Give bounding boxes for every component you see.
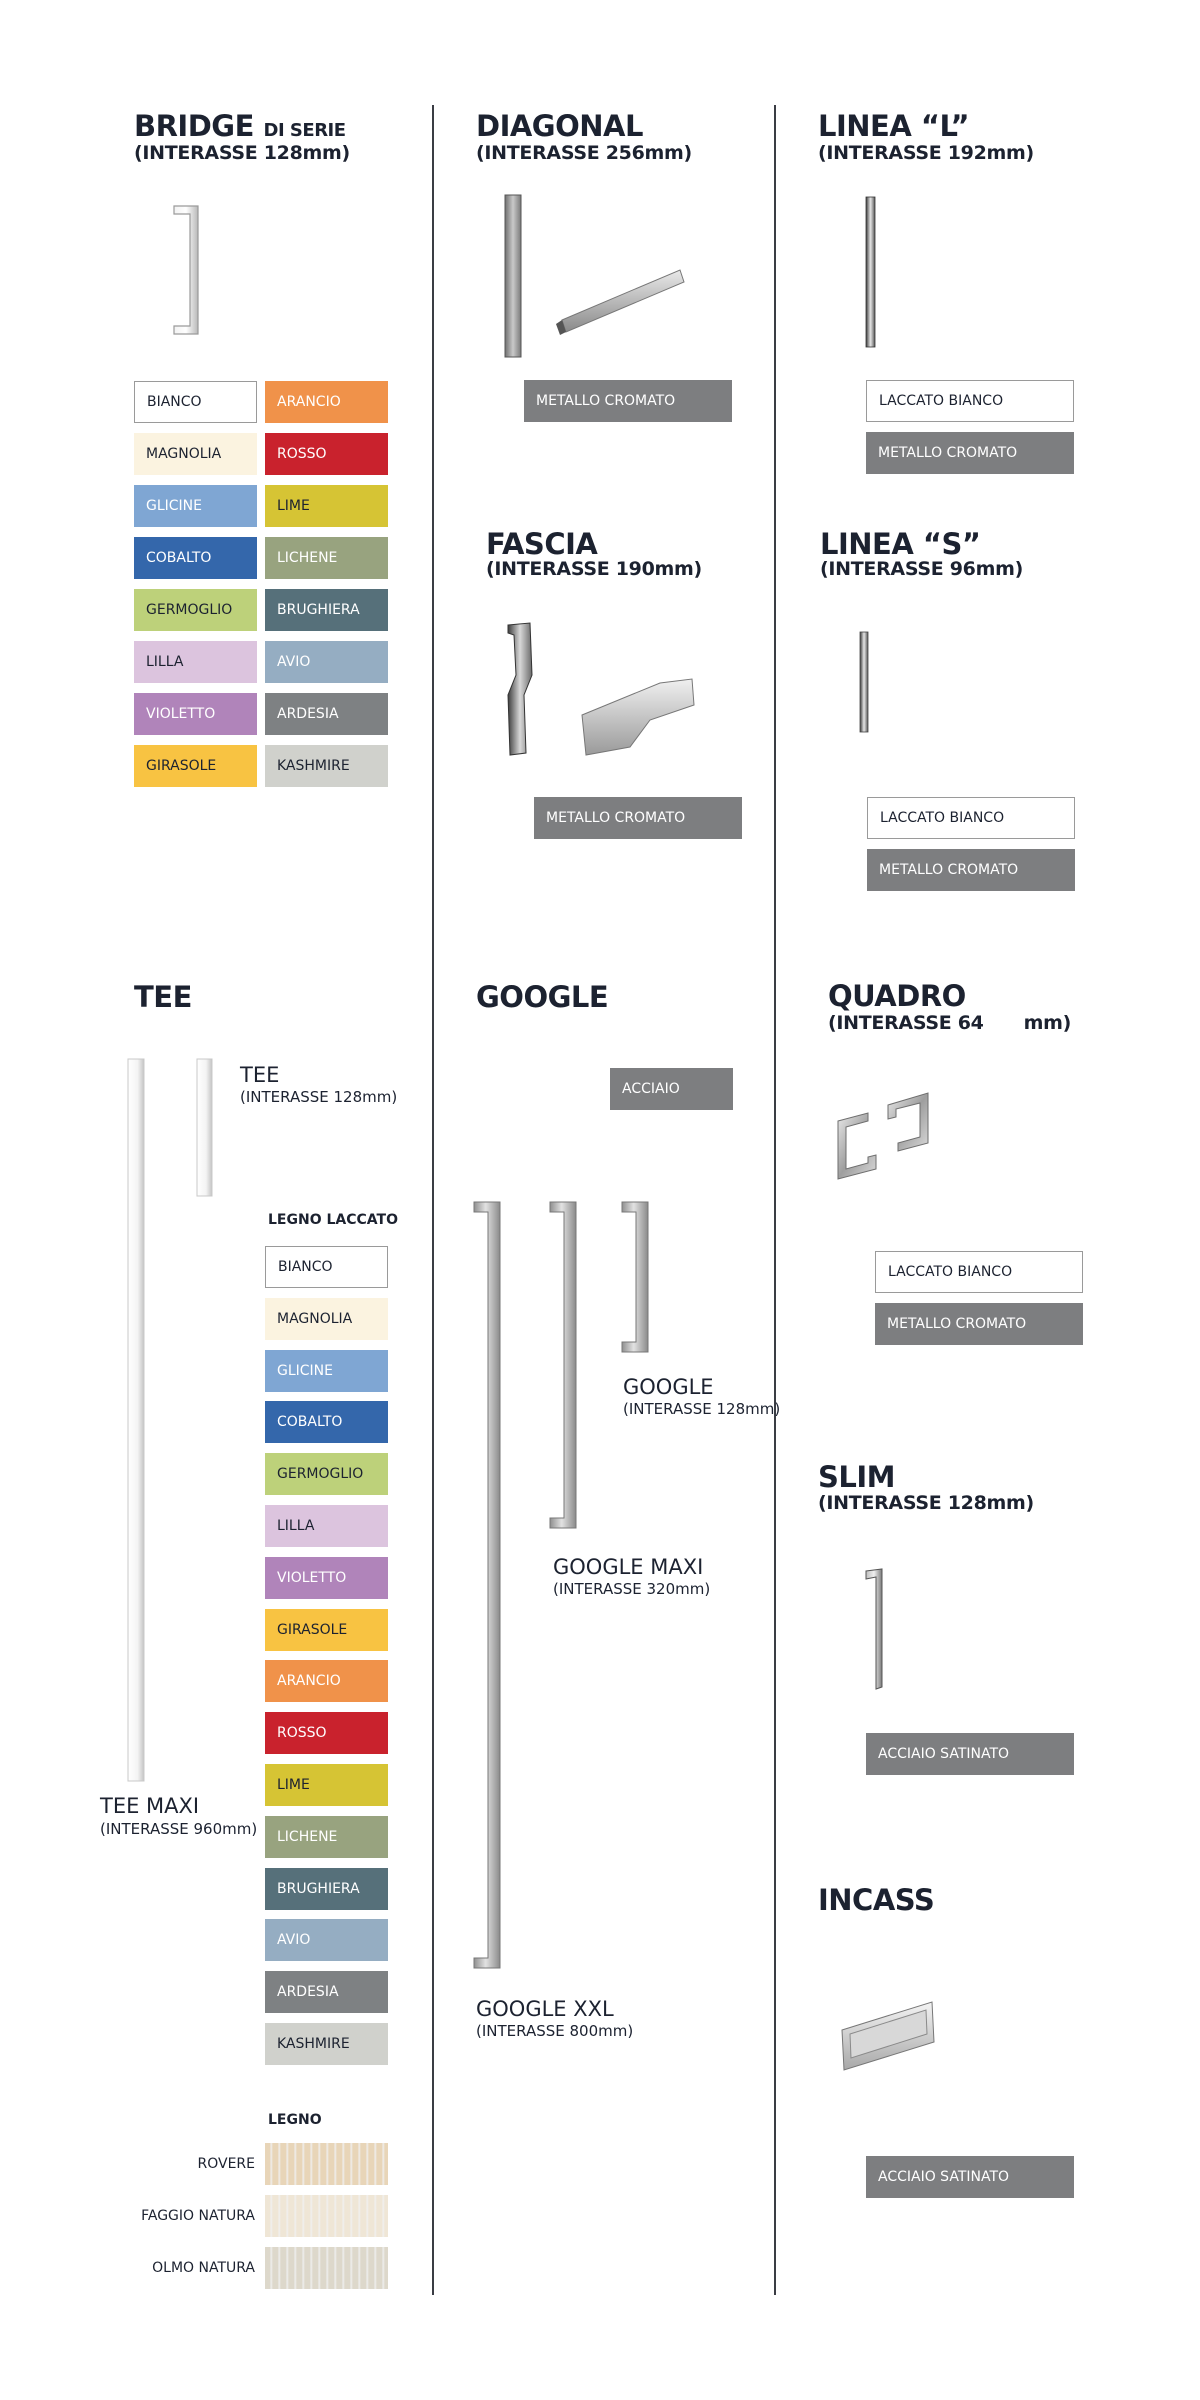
diagonal-subtitle: (INTERASSE 256mm) xyxy=(476,142,692,164)
google-title: GOOGLE xyxy=(476,980,609,1014)
tee-swatch-bianco: BIANCO xyxy=(265,1246,388,1288)
bridge-swatch-magnolia: MAGNOLIA xyxy=(134,433,257,475)
tee-wood-swatch xyxy=(265,2247,388,2289)
slim-handle-image xyxy=(862,1565,892,1695)
google-xxl-handle-image xyxy=(472,1200,506,1970)
google-label: GOOGLE xyxy=(623,1375,714,1399)
tee-maxi-handle-image xyxy=(124,1055,148,1785)
tee-swatch-avio: AVIO xyxy=(265,1919,388,1961)
linea-l-finish-1: LACCATO BIANCO xyxy=(866,380,1074,422)
bridge-swatch-avio: AVIO xyxy=(265,641,388,683)
tee-wood-heading: LEGNO xyxy=(268,2112,322,2128)
tee-swatch-girasole: GIRASOLE xyxy=(265,1609,388,1651)
tee-sublabel: (INTERASSE 128mm) xyxy=(240,1088,398,1106)
linea-l-handle-image xyxy=(862,195,882,355)
slim-title: SLIM xyxy=(818,1460,896,1494)
bridge-swatch-lime: LIME xyxy=(265,485,388,527)
tee-swatch-glicine: GLICINE xyxy=(265,1350,388,1392)
bridge-swatch-bianco: BIANCO xyxy=(134,381,257,423)
tee-swatch-lichene: LICHENE xyxy=(265,1816,388,1858)
tee-wood-swatch xyxy=(265,2195,388,2237)
bridge-swatch-germoglio: GERMOGLIO xyxy=(134,589,257,631)
tee-swatch-brughiera: BRUGHIERA xyxy=(265,1868,388,1910)
bridge-swatch-lilla: LILLA xyxy=(134,641,257,683)
tee-lacquer-heading: LEGNO LACCATO xyxy=(268,1212,398,1228)
fascia-finish-swatch: METALLO CROMATO xyxy=(534,797,742,839)
fascia-handle-image xyxy=(500,615,700,765)
google-maxi-handle-image xyxy=(548,1200,582,1530)
incass-finish-swatch: ACCIAIO SATINATO xyxy=(866,2156,1074,2198)
tee-wood-label: OLMO NATURA xyxy=(152,2260,255,2276)
bridge-handle-image xyxy=(168,200,208,340)
google-maxi-label: GOOGLE MAXI xyxy=(553,1555,704,1579)
quadro-handle-image xyxy=(832,1085,942,1185)
quadro-finish-1: LACCATO BIANCO xyxy=(875,1251,1083,1293)
diagonal-title: DIAGONAL xyxy=(476,109,643,143)
linea-s-finish-2: METALLO CROMATO xyxy=(867,849,1075,891)
incass-handle-image xyxy=(836,1990,946,2080)
linea-s-finish-1: LACCATO BIANCO xyxy=(867,797,1075,839)
linea-l-title: LINEA “L” xyxy=(818,109,970,143)
bridge-swatch-brughiera: BRUGHIERA xyxy=(265,589,388,631)
tee-maxi-label: TEE MAXI xyxy=(100,1794,200,1818)
tee-swatch-rosso: ROSSO xyxy=(265,1712,388,1754)
tee-label: TEE xyxy=(240,1063,280,1087)
tee-swatch-violetto: VIOLETTO xyxy=(265,1557,388,1599)
tee-maxi-sublabel: (INTERASSE 960mm) xyxy=(100,1820,258,1838)
google-finish-swatch: ACCIAIO xyxy=(610,1068,733,1110)
linea-s-title: LINEA “S” xyxy=(820,527,981,561)
quadro-finish-2: METALLO CROMATO xyxy=(875,1303,1083,1345)
quadro-title: QUADRO xyxy=(828,979,966,1013)
fascia-title: FASCIA xyxy=(486,527,598,561)
incass-title: INCASS xyxy=(818,1883,935,1917)
google-handle-image xyxy=(620,1200,654,1355)
tee-swatch-ardesia: ARDESIA xyxy=(265,1971,388,2013)
google-maxi-sublabel: (INTERASSE 320mm) xyxy=(553,1580,711,1598)
bridge-swatch-lichene: LICHENE xyxy=(265,537,388,579)
quadro-subtitle: (INTERASSE 64 mm) xyxy=(828,1012,1071,1034)
linea-l-subtitle: (INTERASSE 192mm) xyxy=(818,142,1034,164)
tee-swatch-kashmire: KASHMIRE xyxy=(265,2023,388,2065)
bridge-swatch-rosso: ROSSO xyxy=(265,433,388,475)
google-sublabel: (INTERASSE 128mm) xyxy=(623,1400,781,1418)
tee-swatch-germoglio: GERMOGLIO xyxy=(265,1453,388,1495)
column-divider-right xyxy=(774,105,776,2295)
bridge-swatch-kashmire: KASHMIRE xyxy=(265,745,388,787)
bridge-subtitle: (INTERASSE 128mm) xyxy=(134,142,350,164)
bridge-swatch-cobalto: COBALTO xyxy=(134,537,257,579)
tee-swatch-lime: LIME xyxy=(265,1764,388,1806)
bridge-swatch-glicine: GLICINE xyxy=(134,485,257,527)
bridge-swatch-violetto: VIOLETTO xyxy=(134,693,257,735)
tee-title: TEE xyxy=(134,980,192,1014)
bridge-swatch-arancio: ARANCIO xyxy=(265,381,388,423)
slim-subtitle: (INTERASSE 128mm) xyxy=(818,1492,1034,1514)
tee-swatch-magnolia: MAGNOLIA xyxy=(265,1298,388,1340)
fascia-subtitle: (INTERASSE 190mm) xyxy=(486,558,702,580)
column-divider-left xyxy=(432,105,434,2295)
linea-s-handle-image xyxy=(855,630,875,740)
tee-swatch-arancio: ARANCIO xyxy=(265,1660,388,1702)
linea-l-finish-2: METALLO CROMATO xyxy=(866,432,1074,474)
diagonal-finish-swatch: METALLO CROMATO xyxy=(524,380,732,422)
tee-handle-image xyxy=(193,1055,217,1200)
linea-s-subtitle: (INTERASSE 96mm) xyxy=(820,558,1023,580)
tee-swatch-lilla: LILLA xyxy=(265,1505,388,1547)
google-xxl-label: GOOGLE XXL xyxy=(476,1997,614,2021)
bridge-swatch-ardesia: ARDESIA xyxy=(265,693,388,735)
google-xxl-sublabel: (INTERASSE 800mm) xyxy=(476,2022,634,2040)
tee-wood-label: FAGGIO NATURA xyxy=(141,2208,255,2224)
tee-wood-swatch xyxy=(265,2143,388,2185)
tee-wood-label: ROVERE xyxy=(197,2156,255,2172)
bridge-swatch-girasole: GIRASOLE xyxy=(134,745,257,787)
tee-swatch-cobalto: COBALTO xyxy=(265,1401,388,1443)
slim-finish-swatch: ACCIAIO SATINATO xyxy=(866,1733,1074,1775)
diagonal-handle-image xyxy=(500,190,680,360)
bridge-title: BRIDGE DI SERIE xyxy=(134,109,346,143)
